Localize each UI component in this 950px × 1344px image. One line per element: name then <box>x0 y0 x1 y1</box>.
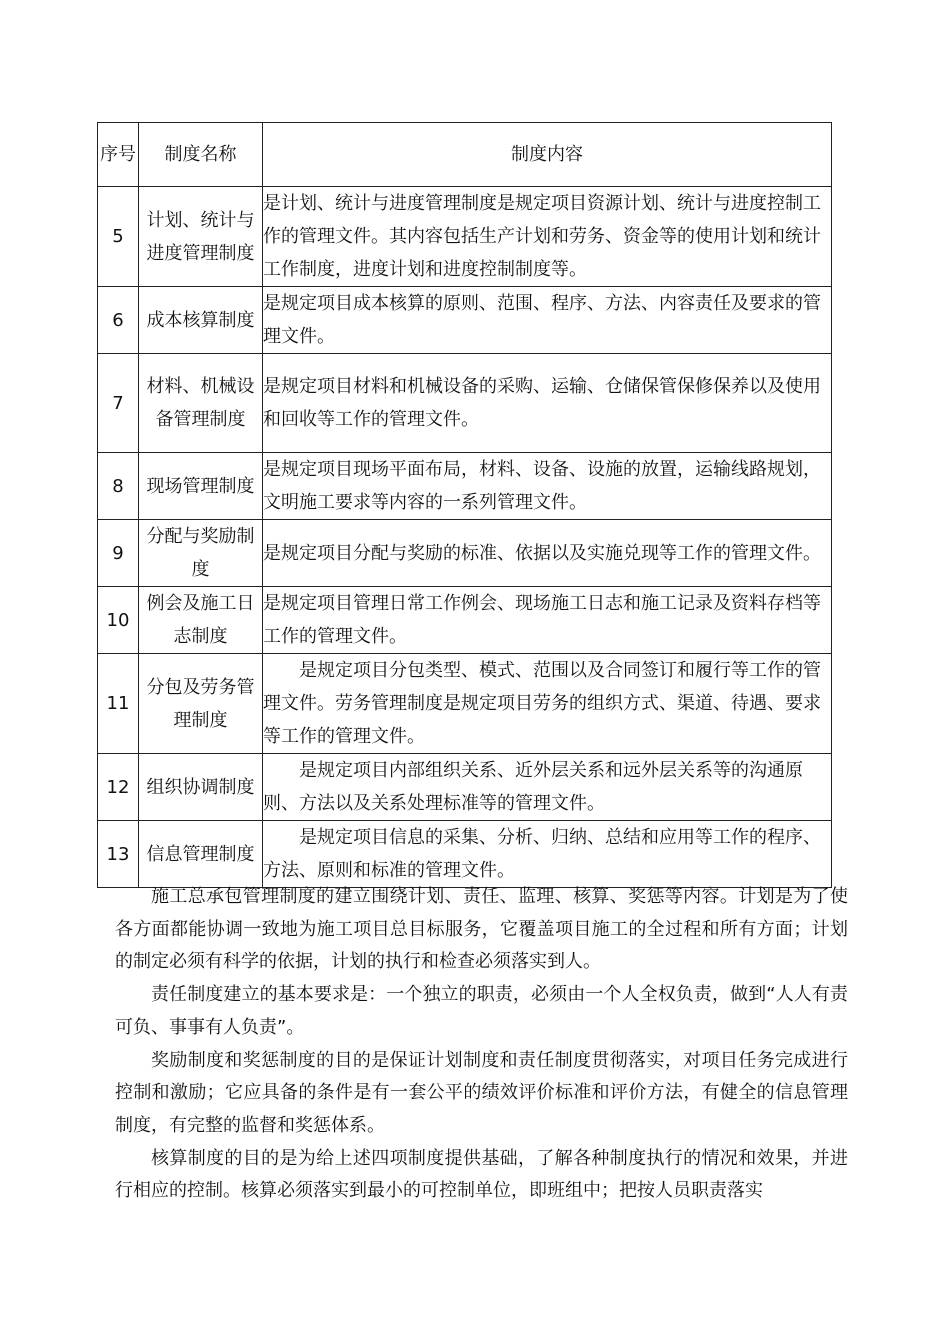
body-text <box>115 881 848 1208</box>
table-row <box>98 354 832 453</box>
row-name: 例会及施工日志制度 <box>139 587 263 654</box>
row-name: 组织协调制度 <box>139 754 263 821</box>
row-no: 6 <box>98 287 139 354</box>
table-row <box>98 520 832 587</box>
header-no: 序号 <box>98 123 139 187</box>
table-row <box>98 453 832 520</box>
row-no: 12 <box>98 754 139 821</box>
management-rules-table <box>97 122 832 888</box>
row-name: 分配与奖励制度 <box>139 520 263 587</box>
row-content: 是规定项目管理日常工作例会、现场施工日志和施工记录及资料存档等工作的管理文件。 <box>263 587 832 654</box>
row-name: 信息管理制度 <box>139 821 263 888</box>
row-content: 是规定项目分配与奖励的标准、依据以及实施兑现等工作的管理文件。 <box>263 520 832 587</box>
row-no: 7 <box>98 354 139 453</box>
paragraph: 施工总承包管理制度的建立围绕计划、责任、监理、核算、奖惩等内容。计划是为了使各方面都能协调一致地为施工项目总目标服务，它覆盖项目施工的全过程和所有方面；计划的制定必须有科学的依据，计划的执行和检查必须落实到人。 <box>115 886 848 973</box>
table-row <box>98 821 832 888</box>
row-name: 材料、机械设备管理制度 <box>139 354 263 453</box>
header-name: 制度名称 <box>139 123 263 187</box>
table-row <box>98 587 832 654</box>
row-name: 计划、统计与进度管理制度 <box>139 187 263 287</box>
row-no: 11 <box>98 654 139 754</box>
paragraph: 核算制度的目的是为给上述四项制度提供基础，了解各种制度执行的情况和效果，并进行相应的控制。核算必须落实到最小的可控制单位，即班组中；把按人员职责落实 <box>115 1147 848 1202</box>
row-content: 是规定项目成本核算的原则、范围、程序、方法、内容责任及要求的管理文件。 <box>263 287 832 354</box>
paragraph: 奖励制度和奖惩制度的目的是保证计划制度和责任制度贯彻落实，对项目任务完成进行控制和激励；它应具备的条件是有一套公平的绩效评价标准和评价方法，有健全的信息管理制度，有完整的监督和奖惩体系。 <box>115 1049 848 1136</box>
table-header-row <box>98 123 832 187</box>
row-content: 是规定项目材料和机械设备的采购、运输、仓储保管保修保养以及使用和回收等工作的管理文件。 <box>263 354 832 453</box>
row-no: 9 <box>98 520 139 587</box>
row-name: 成本核算制度 <box>139 287 263 354</box>
table-row <box>98 287 832 354</box>
paragraph: 责任制度建立的基本要求是：一个独立的职责，必须由一个人全权负责，做到“人人有责可负、事事有人负责”。 <box>115 984 848 1038</box>
table-row <box>98 754 832 821</box>
row-no: 5 <box>98 187 139 287</box>
row-name: 分包及劳务管理制度 <box>139 654 263 754</box>
row-content: 是规定项目分包类型、模式、范围以及合同签订和履行等工作的管理文件。劳务管理制度是规定项目劳务的组织方式、渠道、待遇、要求等工作的管理文件。 <box>263 654 832 754</box>
row-no: 10 <box>98 587 139 654</box>
row-content: 是规定项目内部组织关系、近外层关系和远外层关系等的沟通原则、方法以及关系处理标准等的管理文件。 <box>263 754 832 821</box>
row-content: 是计划、统计与进度管理制度是规定项目资源计划、统计与进度控制工作的管理文件。其内容包括生产计划和劳务、资金等的使用计划和统计工作制度，进度计划和进度控制制度等。 <box>263 187 832 287</box>
row-content: 是规定项目信息的采集、分析、归纳、总结和应用等工作的程序、方法、原则和标准的管理文件。 <box>263 821 832 888</box>
row-content: 是规定项目现场平面布局，材料、设备、设施的放置，运输线路规划，文明施工要求等内容的一系列管理文件。 <box>263 453 832 520</box>
table-row <box>98 187 832 287</box>
header-content: 制度内容 <box>263 123 832 187</box>
row-no: 8 <box>98 453 139 520</box>
row-name: 现场管理制度 <box>139 453 263 520</box>
row-no: 13 <box>98 821 139 888</box>
table-row <box>98 654 832 754</box>
